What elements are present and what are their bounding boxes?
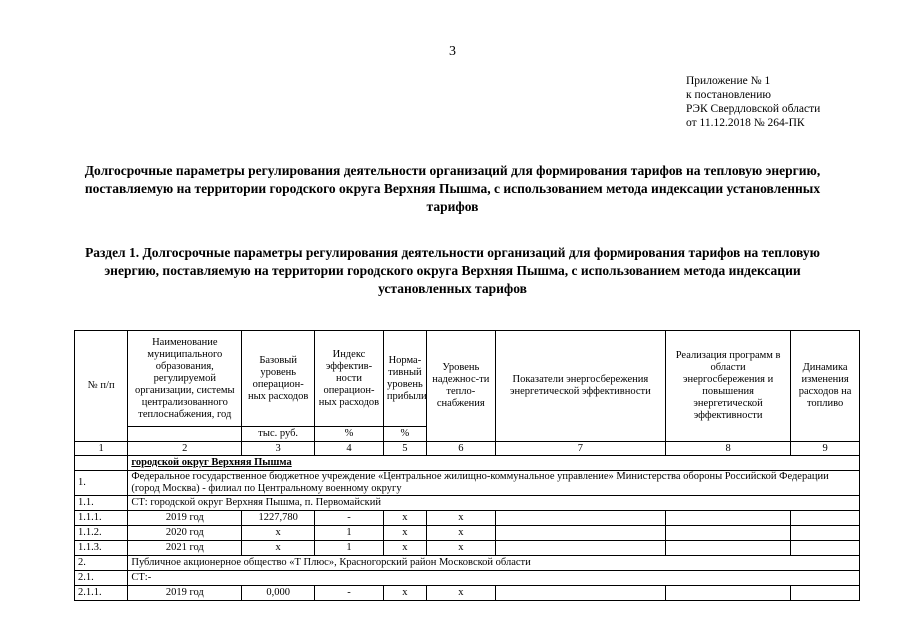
header-base: Базовый уровень операцион-ных расходов bbox=[242, 331, 315, 427]
table-cell bbox=[791, 586, 860, 601]
col-number: 2 bbox=[128, 442, 242, 456]
table-row bbox=[75, 526, 860, 541]
header-programs: Реализация программ в области энергосбережения и повышения энергетической эффективности bbox=[666, 331, 791, 442]
row-base: 0,000 bbox=[242, 586, 315, 601]
table-row bbox=[75, 586, 860, 601]
unit-norm: % bbox=[383, 427, 426, 442]
appendix-block bbox=[686, 74, 820, 130]
header-index: Индекс эффектив-ности операцион-ных расходов bbox=[315, 331, 384, 427]
header-name-cont bbox=[128, 427, 242, 442]
row-year: 2020 год bbox=[128, 526, 242, 541]
unit-base: тыс. руб. bbox=[242, 427, 315, 442]
row-year: 2019 год bbox=[128, 586, 242, 601]
col-number: 1 bbox=[75, 442, 128, 456]
row-reliability: х bbox=[426, 541, 495, 556]
row-norm: х bbox=[383, 541, 426, 556]
row-reliability: х bbox=[426, 511, 495, 526]
row-base: х bbox=[242, 526, 315, 541]
header-norm: Норма-тивный уровень прибыли bbox=[383, 331, 426, 427]
row-index: - bbox=[315, 511, 384, 526]
municipality-name: городской округ Верхняя Пышма bbox=[128, 456, 860, 471]
org-name: Федеральное государственное бюджетное учреждение «Центральное жилищно-коммунальное управление» Министерства обороны Российской Федерации (город Москва) - филиал по Центральному военному округу bbox=[128, 471, 860, 496]
page-number: 3 bbox=[449, 44, 456, 59]
col-number: 4 bbox=[315, 442, 384, 456]
col-number: 6 bbox=[426, 442, 495, 456]
table-cell bbox=[75, 456, 128, 471]
row-num: 1.1.2. bbox=[75, 526, 128, 541]
col-number: 9 bbox=[791, 442, 860, 456]
col-number: 7 bbox=[495, 442, 665, 456]
appendix-line: к постановлению bbox=[686, 89, 771, 101]
document-title: Долгосрочные параметры регулирования деятельности организаций для формирования тарифов на тепловую энергию, поставляемую на территории городского округа Верхняя Пышма, с использованием метода индексации установленных тарифов bbox=[84, 163, 821, 214]
row-base: 1227,780 bbox=[242, 511, 315, 526]
org-num: 1. bbox=[75, 471, 128, 496]
system-name: СТ:- bbox=[128, 571, 860, 586]
row-norm: х bbox=[383, 511, 426, 526]
row-reliability: х bbox=[426, 586, 495, 601]
org-num: 2. bbox=[75, 556, 128, 571]
row-reliability: х bbox=[426, 526, 495, 541]
table-cell bbox=[791, 526, 860, 541]
unit-index: % bbox=[315, 427, 384, 442]
appendix-line: Приложение № 1 bbox=[686, 75, 771, 87]
row-index: 1 bbox=[315, 541, 384, 556]
table-cell bbox=[495, 586, 665, 601]
table-cell bbox=[495, 541, 665, 556]
table-cell bbox=[495, 526, 665, 541]
row-index: - bbox=[315, 586, 384, 601]
table-cell bbox=[666, 511, 791, 526]
system-num: 2.1. bbox=[75, 571, 128, 586]
row-num: 1.1.1. bbox=[75, 511, 128, 526]
org-name: Публичное акционерное общество «Т Плюс», Красногорский район Московской области bbox=[128, 556, 860, 571]
table-cell bbox=[791, 511, 860, 526]
row-num: 2.1.1. bbox=[75, 586, 128, 601]
table-cell bbox=[791, 541, 860, 556]
row-year: 2019 год bbox=[128, 511, 242, 526]
header-num: № п/п bbox=[75, 331, 128, 442]
col-number: 3 bbox=[242, 442, 315, 456]
table-row bbox=[75, 511, 860, 526]
appendix-line: РЭК Свердловской области bbox=[686, 103, 821, 115]
appendix-line: от 11.12.2018 № 264-ПК bbox=[686, 117, 805, 129]
table-cell bbox=[666, 541, 791, 556]
system-num: 1.1. bbox=[75, 496, 128, 511]
row-num: 1.1.3. bbox=[75, 541, 128, 556]
table-row bbox=[75, 541, 860, 556]
header-energy: Показатели энергосбережения энергетической эффективности bbox=[495, 331, 665, 442]
header-name: Наименование муниципального образования, регулируемой организации, системы централизованного теплоснабжения, год bbox=[128, 331, 242, 427]
system-name: СТ: городской округ Верхняя Пышма, п. Первомайский bbox=[128, 496, 860, 511]
table-cell bbox=[666, 526, 791, 541]
col-number: 5 bbox=[383, 442, 426, 456]
row-norm: х bbox=[383, 526, 426, 541]
row-base: х bbox=[242, 541, 315, 556]
header-dynamics: Динамика изменения расходов на топливо bbox=[791, 331, 860, 442]
row-year: 2021 год bbox=[128, 541, 242, 556]
table-cell bbox=[666, 586, 791, 601]
col-number: 8 bbox=[666, 442, 791, 456]
table-cell bbox=[495, 511, 665, 526]
header-reliability: Уровень надежнос-ти тепло-снабжения bbox=[426, 331, 495, 442]
parameters-table bbox=[74, 330, 860, 601]
row-norm: х bbox=[383, 586, 426, 601]
section-title: Раздел 1. Долгосрочные параметры регулирования деятельности организаций для формирования тарифов на тепловую энергию, поставляемую на территории городского округа Верхняя Пышма, с использованием метода индексации установленных тарифов bbox=[85, 245, 820, 296]
row-index: 1 bbox=[315, 526, 384, 541]
